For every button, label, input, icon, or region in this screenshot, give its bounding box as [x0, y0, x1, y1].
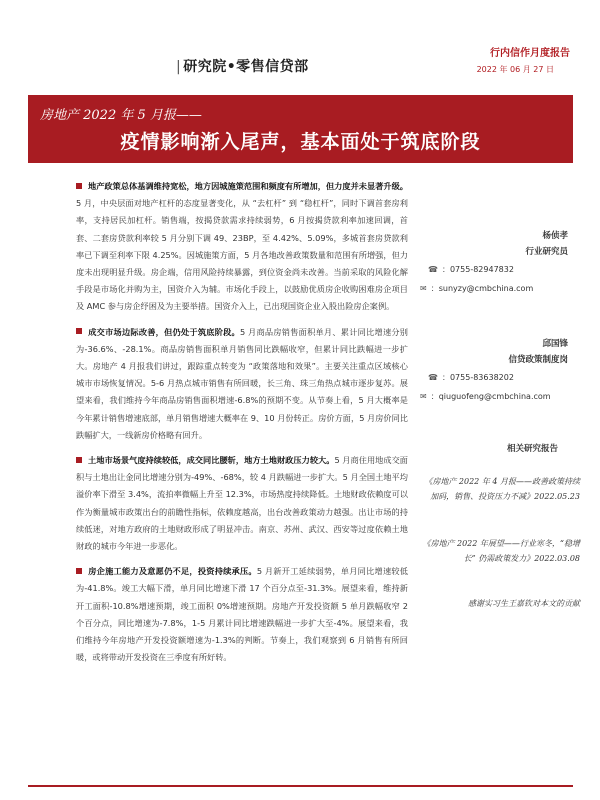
- bullet-square-icon: [76, 328, 82, 334]
- analyst-phone: ☎ ：0755-83638202: [428, 373, 514, 382]
- related-report-link[interactable]: 《房地产 2022 年 4 月报——政善政策持续加码，销售、投资压力不减》2022.05.23: [424, 477, 580, 501]
- email-icon: ✉: [420, 284, 427, 293]
- phone-icon: ☎: [428, 373, 438, 382]
- paragraph-lead: 房企施工能力及意愿仍不足，投资持续承压。: [88, 566, 257, 577]
- related-reports-heading: 相关研究报告: [506, 444, 558, 454]
- analyst-phone: ☎ ：0755-82947832: [428, 265, 514, 274]
- paragraph-lead: 土地市场景气度持续较低，成交同比腰斩，地方土地财政压力较大。: [88, 455, 335, 466]
- header-title: [176, 56, 309, 76]
- paragraph-body: 5 月，中央层面对地产杠杆的态度显著变化，从 “去杠杆” 到 “稳杠杆”，同时下调首套房利率，支持居民加杠杆。销售端，按揭贷款需求持续弱势，6 月按揭贷款利率加速回调，首套、二套房贷款利率较 5 月分别下调 49、23BP，至 4.42%、5.09%，多城首套房贷款利率已下调至利率下限 4.25%。因城施策方面，5 月各地改善政策数量和范围有所增强，但力度未出现明显升级。房企端，信用风险持续暴露，到位资金尚未改善。当前采取的风险化解手段是市场化并购为主，国资介入为辅。市场化手段上，以鼓励优质房企收购困难房企项目及 AMC 参与房企纾困及为主要举措。国资介入上，已出现国资企业入股出险房企案例。: [76, 198, 408, 312]
- analyst-title: 行业研究员: [525, 247, 568, 257]
- header-separator: |: [176, 59, 182, 75]
- analyst-email[interactable]: ✉ ：sunyzy@cmbchina.com: [420, 284, 534, 293]
- acknowledgement: 感谢实习生王嘉钦对本文的贡献: [468, 599, 580, 608]
- paragraph-land: [76, 452, 408, 555]
- analyst-email[interactable]: ✉ ：qiuguofeng@cmbchina.com: [420, 392, 551, 401]
- report-date: 2022 年 06 月 27 日: [476, 65, 554, 74]
- title-banner: [28, 95, 573, 163]
- bullet-square-icon: [76, 183, 82, 189]
- banner-subtitle: 房地产 2022 年 5 月报——: [40, 108, 202, 123]
- phone-icon: ☎: [428, 265, 438, 274]
- paragraph-sales: [76, 324, 408, 444]
- related-report-link[interactable]: 《房地产 2022 年展望——行业寒冬，“稳增长” 仍需政策发力》2022.03.08: [422, 539, 580, 563]
- paragraph-policy: [76, 178, 408, 316]
- report-type: 行内信作月度报告: [490, 48, 570, 59]
- phone-number: 0755-82947832: [449, 265, 514, 274]
- paragraph-construction: [76, 563, 408, 666]
- footer-divider: [28, 785, 573, 787]
- main-content: [76, 178, 408, 674]
- paragraph-lead: 地产政策总体基调维持宽松，地方因城施策范围和频度有所增加，但力度并未显著升级。: [88, 181, 408, 191]
- analyst-title: 信贷政策制度岗: [508, 355, 568, 365]
- email-address[interactable]: sunyzy@cmbchina.com: [438, 284, 534, 293]
- bullet-square-icon: [76, 568, 82, 574]
- report-title: 疫情影响渐入尾声，基本面处于筑底阶段: [120, 131, 481, 153]
- analyst-name: 邱国锋: [542, 339, 568, 349]
- department-name: 研究院•零售信贷部: [183, 59, 309, 75]
- paragraph-body: 5 月商品房销售面积单月、累计同比增速分别为-36.6%、-28.1%。商品房销售面积单月销售同比跌幅收窄，但累计同比跌幅进一步扩大。房地产 4 月报我们讲过，跟踪重点转变为 “政策落地和效果”。主要关注重点区域核心城市市场恢复情况。5-6 月热点城市销售有所回暖，长三角、珠三角热点城市逐步复苏。展望来看，我们维持今年商品房销售面积增速-6.8%的预期不变。从节奏上看，5 月大概率是今年累计销售增速底部，单月销售增速大概率在 9、10 月份转正。房价方面，5 月房价同比跌幅扩大，一线新房价格略有回升。: [76, 326, 408, 440]
- paragraph-body: 5 月商住用地成交面积与土地出让金同比增速分别为-49%、-68%，较 4 月跌幅进一步扩大。5 月全国土地平均溢价率下滑至 3.4%，流拍率微幅上升至 12.3%，市场热度持续降低。土地财政依赖度可以作为衡量城市政策出台的前瞻性指标，依赖度越高，出台改善政策动力越强。出让市场的持续低迷，对地方政府的土地财政形成了明显冲击。南京、苏州、武汉、西安等过度依赖土地财政的城市今年进一步恶化。: [76, 455, 408, 552]
- analyst-card: [420, 336, 580, 406]
- bullet-square-icon: [76, 457, 82, 463]
- paragraph-lead: 成交市场边际改善，但仍处于筑底阶段。: [88, 326, 240, 337]
- analyst-card: [420, 228, 580, 298]
- analyst-name: 杨侦孝: [542, 231, 568, 241]
- email-icon: ✉: [420, 392, 427, 401]
- phone-number: 0755-83638202: [449, 373, 514, 382]
- paragraph-body: 5 月新开工延续弱势，单月同比增速较低为-41.8%。竣工大幅下滑，单月同比增速下滑 17 个百分点至-31.3%。展望来看，维持新开工面积-10.8%增速预期，竣工面积 0%增速预期。房地产开发投资额 5 单月跌幅收窄 2 个百分点，同比增速为-7.8%，1-5 月累计同比增速跌幅进一步扩大至-4%。展望来看，我们维持今年房地产开发投资额增速为-1.3%的判断。节奏上，我们观察到 6 月销售有所回暖，或将带动开发投资在三季度有所好转。: [76, 566, 408, 663]
- email-address[interactable]: qiuguofeng@cmbchina.com: [438, 392, 551, 401]
